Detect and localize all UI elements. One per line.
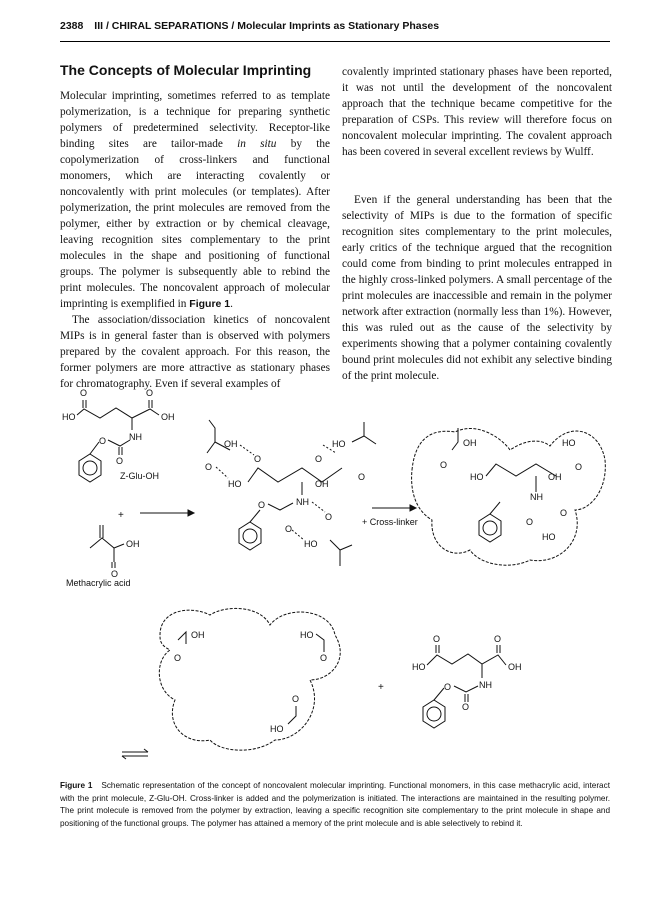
label-ho: HO: [542, 532, 556, 542]
z-glu-oh-structure: [62, 388, 175, 521]
label-o: O: [174, 653, 182, 663]
label-o: O: [433, 634, 441, 644]
label-ho: HO: [332, 439, 346, 449]
label-o: O: [526, 517, 534, 527]
label-o: O: [462, 702, 470, 712]
imprinted-polymer-with-template: [412, 428, 606, 565]
paragraph-1-text-c: .: [230, 298, 233, 310]
label-ho: HO: [228, 479, 242, 489]
header-rule: [60, 41, 610, 42]
paragraph-1: [60, 88, 330, 312]
label-ho: HO: [300, 630, 314, 640]
methacrylic-acid-structure: [66, 525, 140, 588]
figure-1-diagram: [60, 380, 610, 770]
label-o: O: [325, 512, 333, 522]
released-template-structure: [412, 634, 522, 728]
label-oh: OH: [224, 439, 238, 449]
label-o: O: [575, 462, 583, 472]
figure-caption: [60, 780, 610, 830]
imprinted-polymer-empty: [159, 608, 340, 750]
section-title: The Concepts of Molecular Imprinting: [60, 62, 312, 78]
label-nh: NH: [479, 680, 492, 690]
pre-polymerization-complex: [205, 420, 376, 566]
label-o: O: [258, 500, 266, 510]
running-title: III / CHIRAL SEPARATIONS / Molecular Imprints as Stationary Phases: [94, 20, 440, 32]
label-cross-linker: + Cross-linker: [362, 517, 418, 527]
label-z-glu-oh: Z-Glu-OH: [120, 471, 159, 481]
label-ho: HO: [62, 412, 76, 422]
arrow-head-icon: [188, 510, 194, 516]
label-nh: NH: [296, 497, 309, 507]
label-o: O: [205, 462, 213, 472]
paragraph-2: The association/dissociation kinetics of noncovalent MIPs is in general faster than is observed with polymers prepared by the covalent approach. For this reason, the former polymers are more attractive as stationary phases for chromatography. Even if several examples of: [60, 314, 330, 390]
label-oh: OH: [548, 472, 562, 482]
label-o: O: [320, 653, 328, 663]
label-oh: OH: [191, 630, 205, 640]
figure-1: [60, 380, 610, 770]
label-nh: NH: [129, 432, 142, 442]
label-ho: HO: [412, 662, 426, 672]
paragraph-1-text-b: by the copolymerization of cross-linkers and functional monomers, which are interacting covalently or noncovalently with print molecules (or templates). After polymerization, the print molecules are removed from the polymer, either by extraction or by chemical cleavage, leaving recognition sites complementary to the print molecules in the shape and positioning of functional groups. The polymer is subsequently able to rebind the print molecules. The noncovalent approach of molecular imprinting is exemplified in: [60, 138, 331, 310]
label-o: O: [80, 388, 88, 398]
label-o: O: [494, 634, 502, 644]
label-ho: HO: [270, 724, 284, 734]
figure-reference[interactable]: Figure 1: [189, 298, 231, 310]
arrow-head-icon: [410, 505, 416, 511]
label-oh: OH: [161, 412, 175, 422]
paragraph-1-italic: in situ: [237, 138, 277, 150]
label-o: O: [358, 472, 366, 482]
label-o: O: [116, 456, 124, 466]
page-number: 2388: [60, 20, 84, 32]
caption-text: Schematic representation of the concept of noncovalent molecular imprinting. Functional monomers, in this case methacrylic acid, interact with the print molecule, Z-Glu-OH. Cross-linker is added and the polymerization is initiated. The interactions are maintained in the resulting polymer. The print molecule is removed from the polymer by extraction, leaving a specific recognition site complementary to the print molecule in shape and positioning of the functional groups. The polymer has attained a memory of the print molecule and is able selectively to rebind it.: [60, 781, 610, 828]
equilibrium-arrows-icon: [122, 749, 148, 759]
label-o: O: [99, 436, 107, 446]
paragraph-3: Even if the general understanding has been that the selectivity of MIPs is due to the formation of specific recognition sites complementary to the print molecules, early critics of the technique argued that the recognition could come from binding to print molecules entrapped in the highly cross-linked polymers. A small percentage of the print molecules are inaccessible and remain in the polymer network after extraction (normally less than 1%). However, this was ruled out as the cause of the selectivity by experiments showing that a polymer containing covalently bound print molecules did not exhibit any selective binding of the print molecule.: [342, 194, 612, 382]
left-column: [60, 62, 330, 392]
label-o: O: [292, 694, 300, 704]
label-o: O: [111, 569, 119, 579]
label-o: O: [315, 454, 323, 464]
label-o: O: [440, 460, 448, 470]
label-oh: OH: [463, 438, 477, 448]
caption-label: Figure 1: [60, 781, 93, 790]
label-o: O: [560, 508, 568, 518]
right-column: [342, 64, 612, 384]
label-methacrylic-acid: Methacrylic acid: [66, 578, 131, 588]
label-ho: HO: [470, 472, 484, 482]
label-oh: OH: [126, 539, 140, 549]
label-oh: OH: [315, 479, 329, 489]
plus-sign: +: [118, 510, 124, 521]
label-ho: HO: [304, 539, 318, 549]
label-o: O: [146, 388, 154, 398]
running-header: [60, 20, 610, 32]
label-ho: HO: [562, 438, 576, 448]
paragraph-2-tail: covalently imprinted stationary phases have been reported, it was not until the development of the noncovalent approach that the technique became competitive for the preparation of CSPs. This review will therefore focus on noncovalent molecular imprinting. The covalent approach has been covered in several excellent reviews by Wulff.: [342, 66, 612, 158]
plus-sign: +: [378, 682, 384, 693]
label-o: O: [254, 454, 262, 464]
label-nh: NH: [530, 492, 543, 502]
paragraph-2-continued: [342, 64, 612, 192]
label-o: O: [444, 682, 452, 692]
paragraph-1-text-a: Molecular imprinting, sometimes referred to as template polymerization, is a technique for preparing synthetic polymers of predetermined selectivity. Receptor-like binding sites are tailor-made: [60, 90, 330, 150]
label-o: O: [285, 524, 293, 534]
label-oh: OH: [508, 662, 522, 672]
